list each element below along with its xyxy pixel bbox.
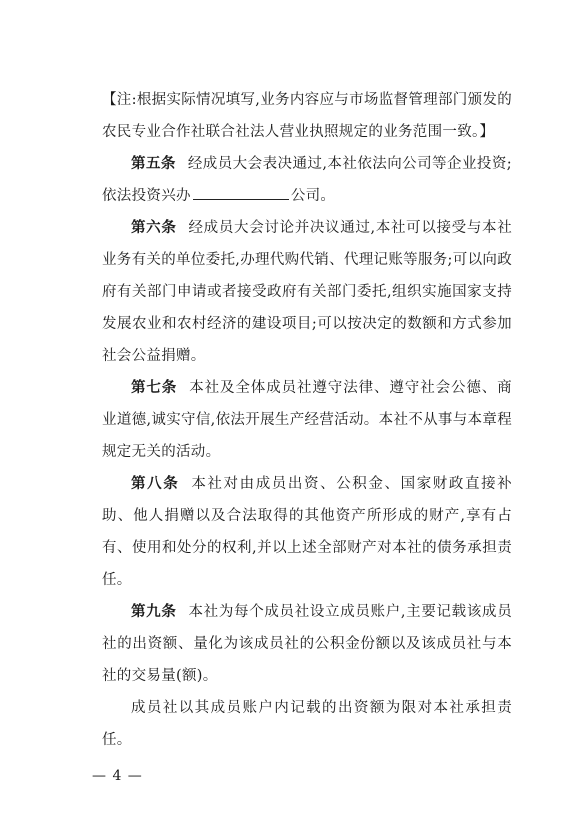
article-9-label: 第九条	[131, 604, 177, 620]
article-7-label: 第七条	[131, 380, 178, 396]
article-8	[102, 468, 512, 596]
note-paragraph	[102, 84, 512, 148]
closing-paragraph-text: 成员社以其成员账户内记载的出资额为限对本社承担责任。	[102, 700, 512, 748]
page-number: — 4 —	[92, 768, 143, 784]
article-7	[102, 372, 512, 468]
article-6	[102, 212, 512, 372]
note-text: 【注:根据实际情况填写,业务内容应与市场监督管理部门颁发的农民专业合作社联合社法人营业执照规定的业务范围一致。】	[102, 92, 512, 140]
article-9-text: 本社为每个成员社设立成员账户,主要记载该成员社的出资额、量化为该成员社的公积金份额以及该成员社与本社的交易量(额)。	[102, 604, 512, 684]
article-7-text: 本社及全体成员社遵守法律、遵守社会公德、商业道德,诚实守信,依法开展生产经营活动。本社不从事与本章程规定无关的活动。	[102, 380, 512, 460]
article-5-text-end: 公司。	[290, 188, 336, 204]
article-6-label: 第六条	[131, 220, 177, 236]
article-5-text: 经成员大会表决通过,本社依法向公司等企业投资;依法投资兴办	[102, 156, 512, 204]
article-6-text: 经成员大会讨论并决议通过,本社可以接受与本社业务有关的单位委托,办理代购代销、代理记账等服务;可以向政府有关部门申请或者接受政府有关部门委托,组织实施国家支持发展农业和农村经济的建设项目;可以按决定的数额和方式参加社会公益捐赠。	[102, 220, 512, 364]
document-body	[102, 84, 512, 756]
fill-in-blank	[193, 185, 289, 200]
article-5	[102, 148, 512, 212]
article-5-label: 第五条	[131, 156, 176, 172]
article-9	[102, 596, 512, 692]
article-8-label: 第八条	[131, 476, 180, 492]
closing-paragraph	[102, 692, 512, 756]
article-8-text: 本社对由成员出资、公积金、国家财政直接补助、他人捐赠以及合法取得的其他资产所形成的财产,享有占有、使用和处分的权利,并以上述全部财产对本社的债务承担责任。	[102, 476, 513, 588]
